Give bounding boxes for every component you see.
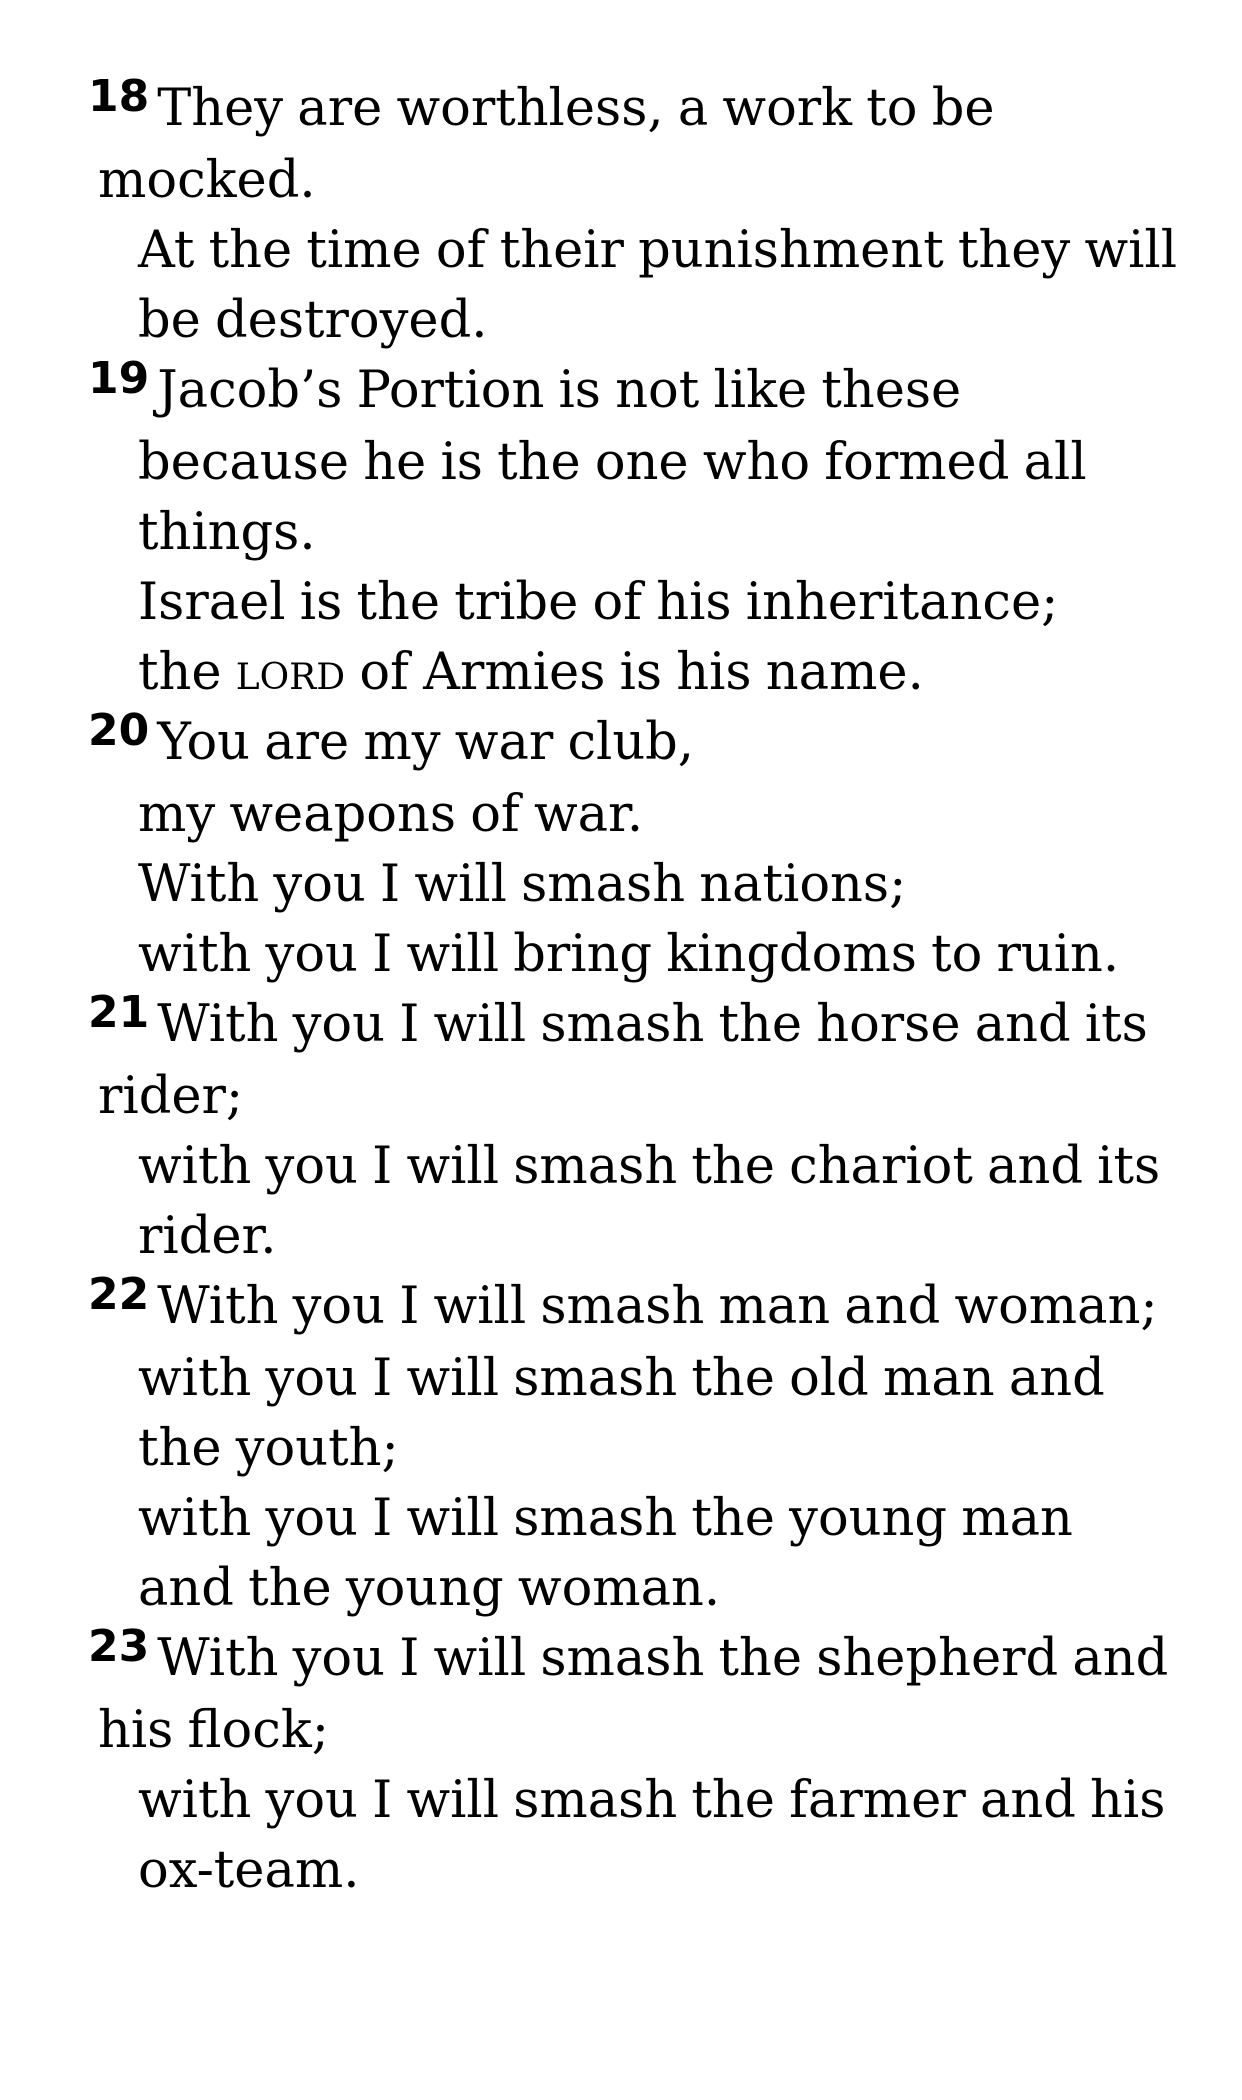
verse-line: Israel is the tribe of his inheritance; [138, 573, 1059, 632]
verse-text: the [138, 643, 236, 702]
verse-number: 20 [88, 705, 150, 756]
verse-line [88, 1269, 1178, 1344]
verse-line: with you I will smash the young man and the young woman. [138, 1489, 1073, 1618]
verse-19 [88, 353, 1178, 708]
verse-line: At the time of their punishment they will be destroyed. [138, 221, 1178, 350]
verse-18 [88, 71, 1178, 356]
verse-line [88, 353, 1178, 428]
verse-line: my weapons of war. [138, 785, 644, 844]
verse-text: You are my war club, [157, 713, 695, 772]
verse-number: 18 [88, 71, 150, 122]
verse-line [98, 638, 1178, 708]
verse-line: with you I will smash the old man and the youth; [138, 1349, 1105, 1478]
verse-text: Jacob’s Portion is not like these [157, 361, 962, 420]
verse-21 [88, 987, 1178, 1272]
verse-22 [88, 1269, 1178, 1624]
verse-line: with you I will smash the farmer and his ox-team. [138, 1771, 1166, 1900]
verse-line: with you I will smash the chariot and its rider. [138, 1137, 1161, 1266]
verse-number: 21 [88, 987, 150, 1038]
verse-text: of Armies is his name. [345, 643, 924, 702]
verse-line [88, 987, 1178, 1132]
verse-number: 22 [88, 1269, 150, 1320]
verse-23 [88, 1621, 1178, 1906]
verse-line [88, 1621, 1178, 1766]
verse-line: with you I will bring kingdoms to ruin. [138, 925, 1120, 984]
verse-line: because he is the one who formed all things. [138, 433, 1087, 562]
divine-name-small-caps: lord [235, 643, 346, 702]
verse-text: They are worthless, a work to be mocked. [98, 79, 995, 210]
verse-number: 23 [88, 1621, 150, 1672]
verse-text: With you I will smash the shepherd and his flock; [98, 1629, 1169, 1760]
verse-text: With you I will smash the horse and its rider; [98, 995, 1148, 1126]
scripture-passage [88, 71, 1178, 1906]
verse-number: 19 [88, 353, 150, 404]
verse-line [88, 71, 1178, 216]
verse-20 [88, 705, 1178, 990]
verse-line [88, 705, 1178, 780]
verse-text: With you I will smash man and woman; [157, 1277, 1158, 1336]
verse-line: With you I will smash nations; [138, 855, 907, 914]
